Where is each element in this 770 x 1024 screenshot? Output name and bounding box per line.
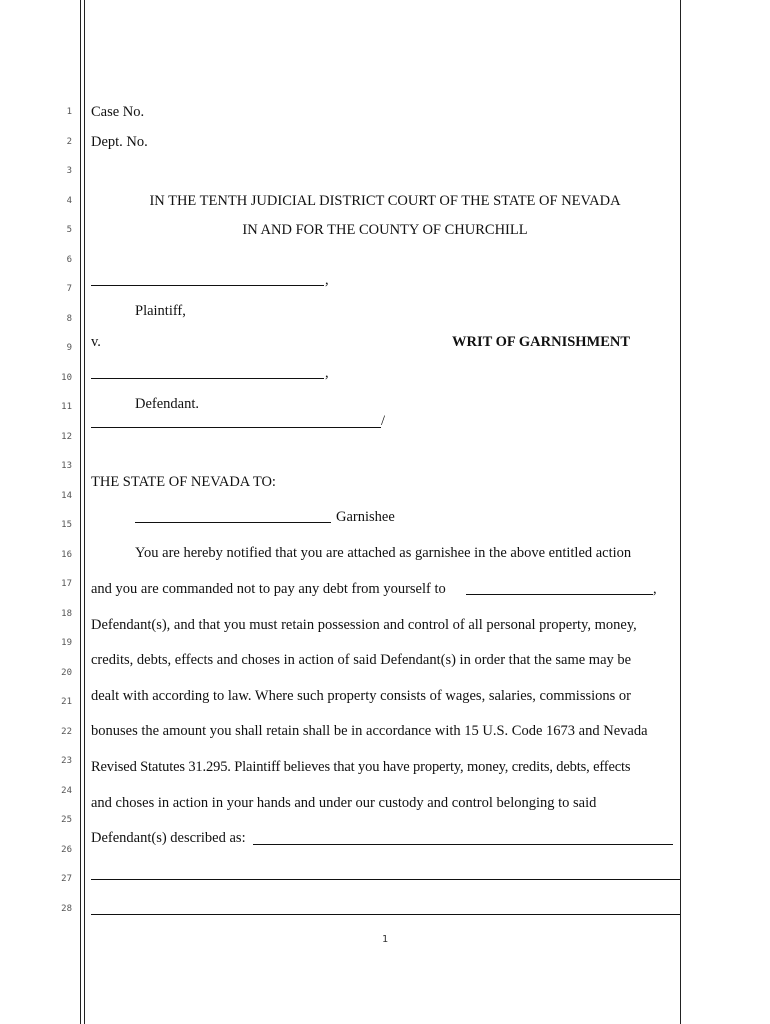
line-number: 26 — [61, 845, 72, 855]
line-number: 13 — [61, 461, 72, 471]
line-number: 23 — [61, 756, 72, 766]
line-number: 1 — [66, 107, 72, 117]
line-number: 6 — [66, 255, 72, 265]
body-line-8: and choses in action in your hands and under our custody and control belonging to said — [91, 795, 597, 811]
line-number: 17 — [61, 579, 72, 589]
body-line-5: dealt with according to law. Where such property consists of wages, salaries, commissions or — [91, 688, 631, 704]
line-number: 9 — [66, 343, 72, 353]
right-margin-rule — [680, 0, 681, 1024]
garnishee-label: Garnishee — [336, 509, 395, 525]
line-number: 27 — [61, 874, 72, 884]
line-number: 4 — [66, 196, 72, 206]
line-number: 5 — [66, 225, 72, 235]
page-number: 1 — [381, 934, 389, 945]
body-line-6: bonuses the amount you shall retain shall be in accordance with 15 U.S. Code 1673 and Nevada — [91, 723, 648, 739]
body-line-9: Defendant(s) described as: — [91, 830, 246, 846]
body-line-2: and you are commanded not to pay any debt from yourself to — [91, 581, 446, 597]
plaintiff-name-field[interactable] — [91, 285, 324, 286]
line-number: 19 — [61, 638, 72, 648]
property-description-field-2[interactable] — [91, 879, 680, 880]
property-description-field-1[interactable] — [253, 844, 673, 845]
plaintiff-label: Plaintiff, — [135, 303, 186, 319]
defendant-name-field[interactable] — [91, 378, 324, 379]
court-heading-line-1: IN THE TENTH JUDICIAL DISTRICT COURT OF THE STATE OF NEVADA — [149, 193, 621, 209]
line-number: 7 — [66, 284, 72, 294]
line-number: 18 — [61, 609, 72, 619]
left-margin-rule-outer — [80, 0, 81, 1024]
line-number: 21 — [61, 697, 72, 707]
case-no-label: Case No. — [91, 104, 145, 120]
addressee-line: THE STATE OF NEVADA TO: — [91, 474, 276, 490]
line-number: 24 — [61, 786, 72, 796]
versus-label: v. — [91, 334, 101, 350]
line-number: 2 — [66, 137, 72, 147]
line-number: 12 — [61, 432, 72, 442]
line-number: 10 — [61, 373, 72, 383]
line-number: 3 — [66, 166, 72, 176]
line-number: 8 — [66, 314, 72, 324]
body-line-3: Defendant(s), and that you must retain possession and control of all personal property, money, — [91, 617, 637, 633]
document-title: WRIT OF GARNISHMENT — [452, 334, 631, 350]
dept-no-label: Dept. No. — [91, 134, 148, 150]
line-number: 22 — [61, 727, 72, 737]
left-margin-rule-inner — [84, 0, 85, 1024]
line-number: 14 — [61, 491, 72, 501]
defendant-comma: , — [325, 365, 329, 381]
caption-closing-line — [91, 427, 381, 428]
line-number: 15 — [61, 520, 72, 530]
plaintiff-comma: , — [325, 272, 329, 288]
defendant-label: Defendant. — [135, 396, 200, 412]
body-line-2-comma: , — [653, 581, 657, 597]
court-heading-line-2: IN AND FOR THE COUNTY OF CHURCHILL — [242, 222, 528, 238]
property-description-field-3[interactable] — [91, 914, 680, 915]
line-number: 20 — [61, 668, 72, 678]
garnishee-name-field[interactable] — [135, 522, 331, 523]
line-number: 16 — [61, 550, 72, 560]
body-line-1: You are hereby notified that you are attached as garnishee in the above entitled action — [135, 545, 632, 561]
line-number: 25 — [61, 815, 72, 825]
body-line-7: Revised Statutes 31.295. Plaintiff believes that you have property, money, credits, debts, effects — [91, 759, 631, 775]
line-number: 11 — [61, 402, 72, 412]
defendant-payee-field[interactable] — [466, 594, 653, 595]
line-number: 28 — [61, 904, 72, 914]
caption-closing-slash: / — [381, 413, 386, 429]
body-line-4: credits, debts, effects and choses in action of said Defendant(s) in order that the same may be — [91, 652, 632, 668]
